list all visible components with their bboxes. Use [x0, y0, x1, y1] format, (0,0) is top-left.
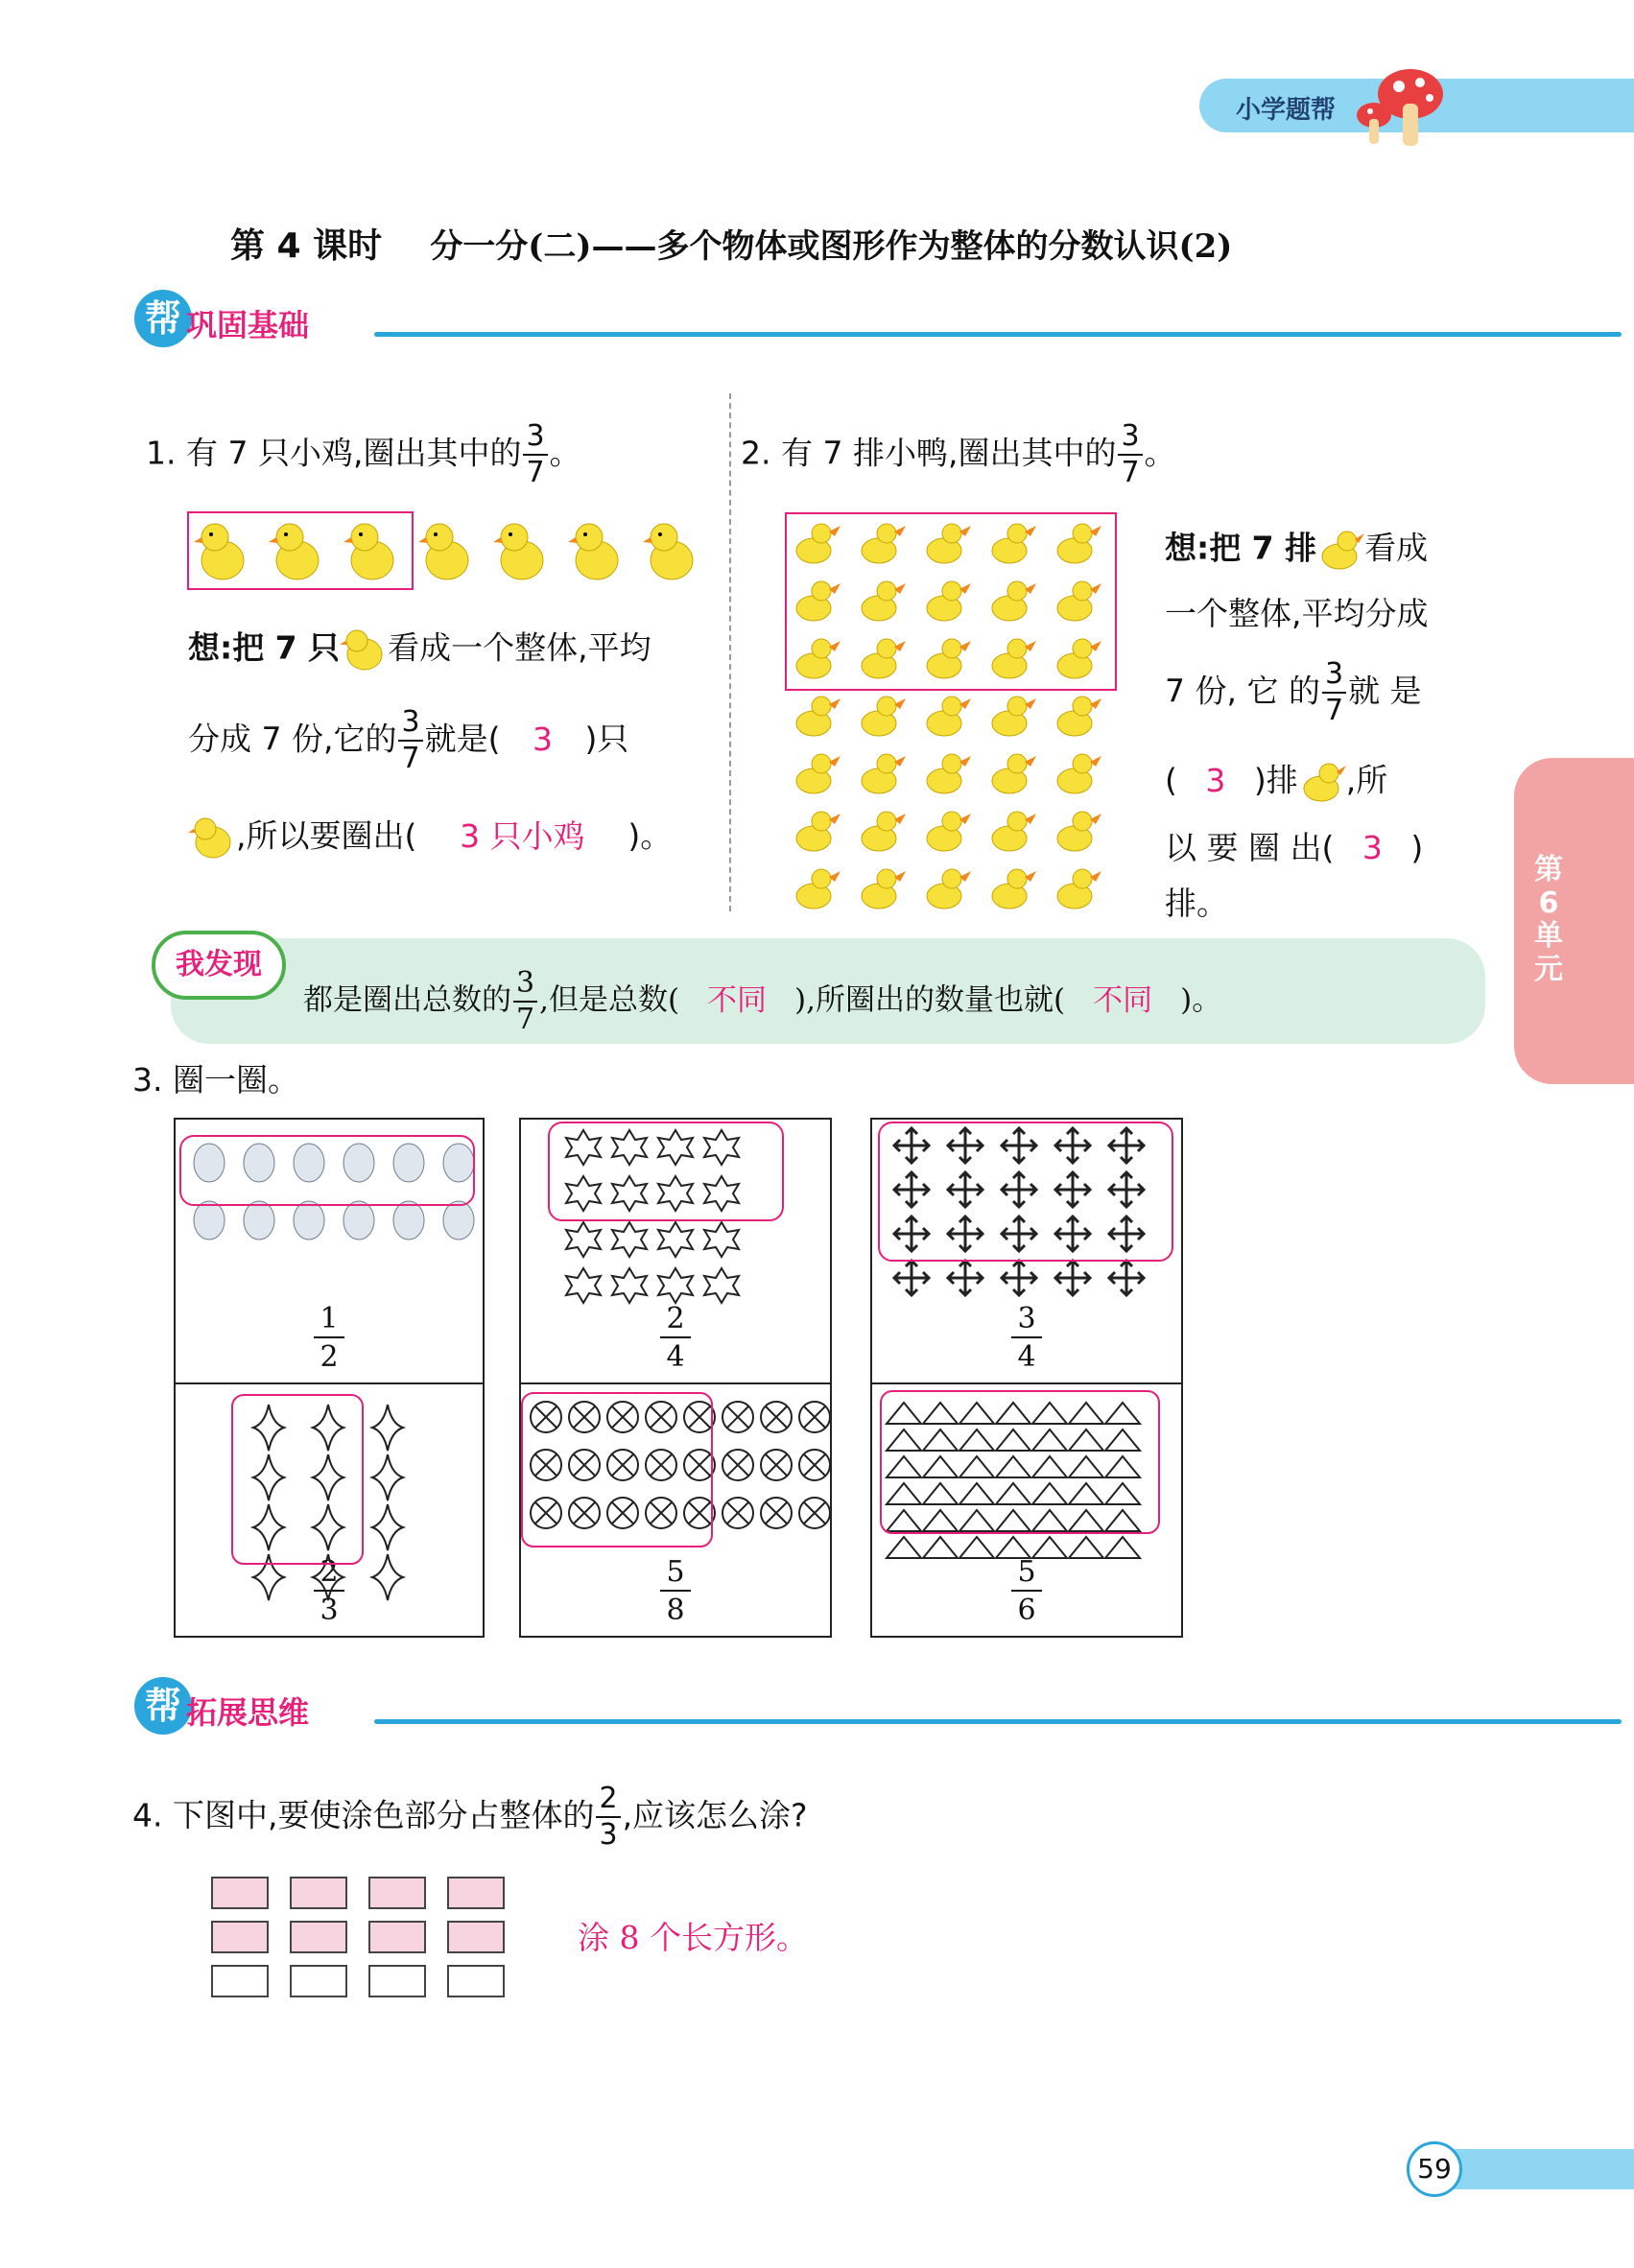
q3-fraction-numerator: 2: [320, 1555, 339, 1589]
rabbit-icon: [343, 1144, 374, 1182]
duck-icon: [1057, 581, 1101, 621]
triangle-icon: [1069, 1429, 1103, 1451]
q3-fraction-numerator: 5: [1017, 1555, 1036, 1589]
triangle-icon: [1105, 1429, 1140, 1451]
q3-fraction-numerator: 3: [1017, 1302, 1036, 1335]
triangle-icon: [887, 1429, 921, 1451]
q4-rectangle: [290, 1921, 347, 1953]
duck-icon: [796, 869, 841, 909]
q3-grid: [173, 1117, 1190, 1644]
triangle-icon: [959, 1456, 994, 1477]
duck-icon: [1057, 639, 1101, 678]
q4-rectangle: [290, 1877, 347, 1909]
star-icon: [704, 1176, 739, 1211]
duck-icon: [796, 581, 841, 621]
discover-answer-1: 不同: [707, 982, 768, 1018]
triangle-icon: [1069, 1510, 1103, 1531]
chick-icon: [643, 524, 693, 579]
triangle-icon: [996, 1403, 1030, 1424]
rabbit-icon: [343, 1201, 374, 1240]
q3-answer-circle: [232, 1395, 363, 1564]
q3-answer-circle: [180, 1136, 474, 1205]
section-divider: [374, 332, 1622, 337]
rabbit-icon: [244, 1201, 274, 1240]
star-icon: [658, 1222, 693, 1257]
star-icon: [566, 1222, 601, 1257]
duck-icon: [1057, 524, 1101, 563]
duck-icon: [796, 697, 841, 736]
triangle-icon: [887, 1510, 921, 1531]
duck-icon: [862, 754, 906, 793]
arrow-cross-icon: [1109, 1172, 1144, 1207]
star-icon: [612, 1176, 647, 1211]
duck-icon: [796, 812, 841, 851]
chick-icon: [568, 524, 618, 579]
q4-rectangle: [447, 1965, 505, 1997]
arrow-cross-icon: [948, 1217, 983, 1251]
q2-line4: ( 3 )排 ,所: [1165, 758, 1387, 806]
q1-answer-2: 3 只小鸡: [460, 816, 585, 855]
q3-fraction-denominator: 8: [666, 1594, 685, 1627]
q4-rectangle: [368, 1921, 426, 1953]
triangle-icon: [1105, 1510, 1140, 1531]
arrow-cross-icon: [948, 1128, 983, 1163]
triangle-icon: [1105, 1483, 1140, 1504]
duck-icon: [992, 524, 1036, 563]
duck-icon: [1057, 754, 1101, 793]
duck-icon: [992, 812, 1036, 851]
discover-answer-2: 不同: [1093, 982, 1153, 1018]
arrow-cross-icon: [894, 1128, 929, 1163]
star-icon: [704, 1130, 739, 1165]
duck-icon: [862, 869, 906, 909]
sparkle-icon: [372, 1405, 403, 1451]
page-title: [230, 219, 1232, 268]
duck-icon: [862, 697, 906, 736]
star-icon: [566, 1268, 601, 1303]
triangle-icon: [887, 1483, 921, 1504]
q4-rectangle-grid: [211, 1877, 518, 2001]
duck-icon: [796, 524, 841, 563]
q1-prompt: 1. 有 7 只小鸡,圈出其中的 $\frac{3}{7}$ 。: [146, 419, 581, 489]
q4-rectangle: [290, 1965, 347, 1997]
sparkle-icon: [313, 1504, 343, 1550]
duck-icon: [1057, 812, 1101, 851]
arrow-cross-icon: [1055, 1172, 1090, 1207]
q1-think-line3: ,所以要圈出( 3 只小鸡 )。: [188, 814, 672, 862]
unit-side-tab: [1514, 758, 1634, 1084]
sparkle-icon: [372, 1554, 403, 1600]
duck-icon: [862, 524, 906, 563]
section-banner-extend: [134, 1677, 1497, 1735]
duck-icon: [992, 754, 1036, 793]
q3-fraction-numerator: 5: [666, 1555, 685, 1589]
duck-icon: [1316, 526, 1364, 574]
sparkle-icon: [253, 1454, 284, 1500]
sparkle-icon: [372, 1454, 403, 1500]
triangle-icon: [1032, 1483, 1067, 1504]
duck-icon: [992, 697, 1036, 736]
chick-icon: [194, 524, 244, 579]
star-icon: [704, 1268, 739, 1303]
star-icon: [566, 1130, 601, 1165]
section-label: 巩固基础: [186, 307, 310, 343]
rabbit-icon: [194, 1201, 225, 1240]
duck-icon: [862, 581, 906, 621]
triangle-icon: [996, 1483, 1030, 1504]
q3-fraction-denominator: 4: [666, 1340, 685, 1374]
q4-rectangle: [211, 1965, 269, 1997]
lesson-label: 第 4 课时: [230, 226, 383, 266]
mushroom-icon: [1343, 56, 1458, 152]
triangle-icon: [887, 1537, 921, 1558]
triangle-icon: [923, 1429, 958, 1451]
unit-label: 第6单元: [1534, 853, 1563, 986]
sparkle-icon: [372, 1504, 403, 1550]
q4-answer: 涂 8 个长方形。: [578, 1919, 808, 1956]
triangle-icon: [1069, 1483, 1103, 1504]
q2-line2: 一个整体,平均分成: [1165, 595, 1429, 632]
triangle-icon: [1032, 1456, 1067, 1477]
q3-fraction-denominator: 6: [1017, 1594, 1036, 1627]
triangle-icon: [1032, 1403, 1067, 1424]
triangle-icon: [1032, 1537, 1067, 1558]
section-badge: 帮: [134, 1677, 192, 1735]
chick-icon: [188, 814, 236, 862]
star-icon: [704, 1222, 739, 1257]
q4-rectangle: [368, 1965, 426, 1997]
q2-line5: 以 要 圈 出( 3 ): [1165, 827, 1423, 870]
duck-icon: [927, 524, 971, 563]
rabbit-icon: [294, 1201, 324, 1240]
arrow-cross-icon: [1002, 1172, 1036, 1207]
sparkle-icon: [313, 1454, 343, 1500]
chick-icon: [269, 524, 319, 579]
discover-badge: 我发现: [152, 931, 286, 1000]
triangle-icon: [1105, 1403, 1140, 1424]
triangle-icon: [1032, 1510, 1067, 1531]
q1-chick-row: [184, 508, 722, 595]
star-icon: [658, 1176, 693, 1211]
section-label: 拓展思维: [186, 1694, 310, 1731]
section-badge: 帮: [134, 290, 192, 347]
sparkle-icon: [253, 1504, 284, 1550]
triangle-icon: [1105, 1537, 1140, 1558]
duck-icon: [862, 812, 906, 851]
q3-fraction-denominator: 3: [320, 1594, 339, 1627]
triangle-icon: [923, 1510, 958, 1531]
q1-think-line1: 想:把 7 只 看成一个整体,平均: [188, 626, 651, 673]
rabbit-icon: [244, 1144, 274, 1182]
triangle-icon: [959, 1403, 994, 1424]
arrow-cross-icon: [1055, 1217, 1090, 1251]
arrow-cross-icon: [894, 1172, 929, 1207]
page-number: 59: [1407, 2141, 1462, 2197]
sparkle-icon: [253, 1405, 284, 1451]
rabbit-icon: [443, 1201, 474, 1240]
duck-icon: [927, 697, 971, 736]
q3-prompt: 3. 圈一圈。: [132, 1061, 299, 1099]
duck-icon: [992, 581, 1036, 621]
triangle-icon: [1032, 1429, 1067, 1451]
q4-rectangle: [447, 1877, 505, 1909]
arrow-cross-icon: [1109, 1217, 1144, 1251]
sparkle-icon: [313, 1405, 343, 1451]
triangle-icon: [923, 1537, 958, 1558]
triangle-icon: [1069, 1537, 1103, 1558]
duck-icon: [927, 754, 971, 793]
star-icon: [612, 1268, 647, 1303]
duck-icon: [927, 581, 971, 621]
star-icon: [612, 1130, 647, 1165]
section-banner-basics: [134, 290, 1497, 347]
triangle-icon: [959, 1429, 994, 1451]
q1-fraction: $\frac{3}{7}$: [523, 422, 547, 487]
q3-fraction-denominator: 4: [1017, 1340, 1036, 1374]
triangle-icon: [1069, 1403, 1103, 1424]
rabbit-icon: [393, 1201, 424, 1240]
q2-answer-1: 3: [1205, 761, 1226, 799]
arrow-cross-icon: [1109, 1128, 1144, 1163]
triangle-icon: [996, 1429, 1030, 1451]
chick-icon: [340, 626, 388, 673]
triangle-icon: [923, 1456, 958, 1477]
duck-icon: [796, 754, 841, 793]
arrow-cross-icon: [1002, 1261, 1036, 1295]
q3-fraction-denominator: 2: [320, 1340, 339, 1374]
q4-rectangle: [368, 1877, 426, 1909]
rabbit-icon: [194, 1144, 225, 1182]
column-divider: [729, 393, 731, 911]
arrow-cross-icon: [1002, 1217, 1036, 1251]
rabbit-icon: [443, 1144, 474, 1182]
q2-line3: 7 份, 它 的 $\frac{3}{7}$ 就 是: [1165, 657, 1422, 727]
triangle-icon: [959, 1537, 994, 1558]
arrow-cross-icon: [1055, 1128, 1090, 1163]
duck-icon: [992, 869, 1036, 909]
q3-answer-circle: [879, 1122, 1172, 1261]
triangle-icon: [1105, 1456, 1140, 1477]
q4-prompt: 4. 下图中,要使涂色部分占整体的 $\frac{2}{3}$ ,应该怎么涂?: [132, 1782, 808, 1852]
duck-icon: [927, 869, 971, 909]
duck-icon: [1057, 869, 1101, 909]
star-icon: [566, 1176, 601, 1211]
q3-fraction-numerator: 2: [666, 1302, 685, 1335]
triangle-icon: [996, 1456, 1030, 1477]
q1-think-line2: 分成 7 份,它的 $\frac{3}{7}$ 就是( 3 )只: [188, 705, 629, 775]
section-divider: [374, 1719, 1622, 1724]
chick-icon: [493, 524, 543, 579]
q1-answer-1: 3: [532, 720, 553, 758]
triangle-icon: [996, 1510, 1030, 1531]
duck-icon: [927, 639, 971, 678]
duck-icon: [1298, 758, 1346, 806]
triangle-icon: [959, 1483, 994, 1504]
triangle-icon: [887, 1456, 921, 1477]
duck-icon: [1057, 697, 1101, 736]
triangle-icon: [923, 1483, 958, 1504]
q3-fraction-numerator: 1: [320, 1302, 339, 1335]
arrow-cross-icon: [948, 1261, 983, 1295]
star-icon: [658, 1130, 693, 1165]
lesson-topic: 分一分(二)——多个物体或图形作为整体的分数认识(2): [430, 227, 1233, 266]
duck-icon: [796, 639, 841, 678]
q1-prefix: 1. 有 7 只小鸡,圈出其中的: [146, 434, 522, 472]
triangle-icon: [959, 1510, 994, 1531]
triangle-icon: [1069, 1456, 1103, 1477]
q2-answer-2: 3: [1362, 829, 1383, 866]
star-icon: [658, 1268, 693, 1303]
arrow-cross-icon: [1002, 1128, 1036, 1163]
q4-rectangle: [447, 1921, 505, 1953]
rabbit-icon: [294, 1144, 324, 1182]
triangle-icon: [887, 1403, 921, 1424]
q2-prompt: 2. 有 7 排小鸭,圈出其中的 $\frac{3}{7}$ 。: [741, 419, 1176, 489]
chick-icon: [418, 524, 468, 579]
chick-icon: [343, 524, 393, 579]
arrow-cross-icon: [1109, 1261, 1144, 1295]
arrow-cross-icon: [1055, 1261, 1090, 1295]
arrow-cross-icon: [948, 1172, 983, 1207]
q4-rectangle: [211, 1921, 269, 1953]
q3-answer-circle: [549, 1122, 783, 1220]
discover-text: 都是圈出总数的 $\frac{3}{7}$ ,但是总数( 不同 ),所圈出的数量也就( 不同 )。: [303, 966, 1222, 1036]
arrow-cross-icon: [894, 1217, 929, 1251]
q4-rectangle: [211, 1877, 269, 1909]
q2-line6: 排。: [1165, 885, 1228, 922]
q2-line1: 想:把 7 排 看成: [1165, 526, 1428, 574]
duck-icon: [862, 639, 906, 678]
duck-icon: [992, 639, 1036, 678]
star-icon: [612, 1222, 647, 1257]
triangle-icon: [923, 1403, 958, 1424]
q2-duck-grid: [783, 510, 1128, 923]
duck-icon: [927, 812, 971, 851]
brand-label: 小学题帮: [1236, 96, 1337, 125]
rabbit-icon: [393, 1144, 424, 1182]
arrow-cross-icon: [894, 1261, 929, 1295]
sparkle-icon: [253, 1554, 284, 1600]
